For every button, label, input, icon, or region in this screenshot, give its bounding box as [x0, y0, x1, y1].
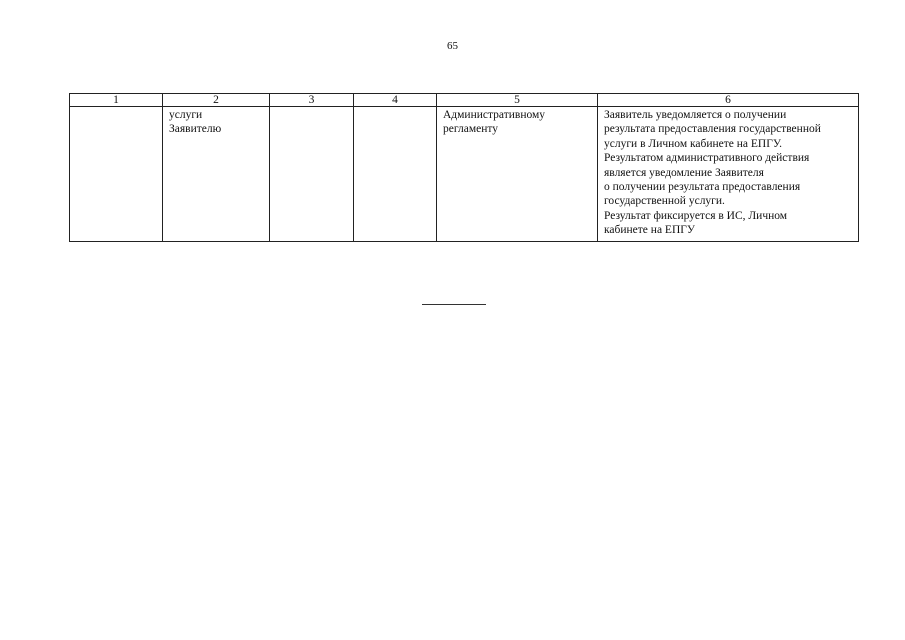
- cell-text-line: услуги: [169, 109, 203, 121]
- table-cell-col6: [598, 107, 859, 242]
- cell-text-line: о получении результата предоставления: [604, 181, 801, 194]
- table-cell-col5: [437, 107, 598, 242]
- column-header-3: 3: [270, 94, 354, 107]
- table-header-row: [70, 94, 859, 107]
- page-number: 65: [447, 40, 458, 52]
- column-header-6: 6: [598, 94, 859, 107]
- end-of-document-rule: [422, 304, 486, 305]
- cell-text-line: Заявитель уведомляется о получении: [604, 109, 787, 121]
- column-header-2: 2: [163, 94, 270, 107]
- table-cell-col1: [70, 107, 163, 242]
- cell-text-line: услуги в Личном кабинете на ЕПГУ.: [604, 137, 783, 150]
- table-cell-col2: [163, 107, 270, 242]
- cell-text-line: Административному: [443, 109, 546, 121]
- procedure-table: [69, 93, 859, 242]
- column-header-1: 1: [70, 94, 163, 107]
- cell-text-line: результата предоставления государственной: [604, 123, 821, 136]
- table-cell-col3: [270, 107, 354, 242]
- cell-text-line: Результат фиксируется в ИС, Личном: [604, 209, 788, 222]
- table-cell-col4: [354, 107, 437, 242]
- table-row: [70, 107, 859, 242]
- column-header-4: 4: [354, 94, 437, 107]
- column-header-5: 5: [437, 94, 598, 107]
- cell-text-line: государственной услуги.: [604, 195, 725, 208]
- cell-text-line: кабинете на ЕПГУ: [604, 224, 696, 237]
- cell-text-line: является уведомление Заявителя: [604, 166, 764, 179]
- cell-text-line: регламенту: [443, 123, 498, 136]
- cell-text-line: Результатом административного действия: [604, 152, 810, 165]
- cell-text-line: Заявителю: [169, 123, 222, 136]
